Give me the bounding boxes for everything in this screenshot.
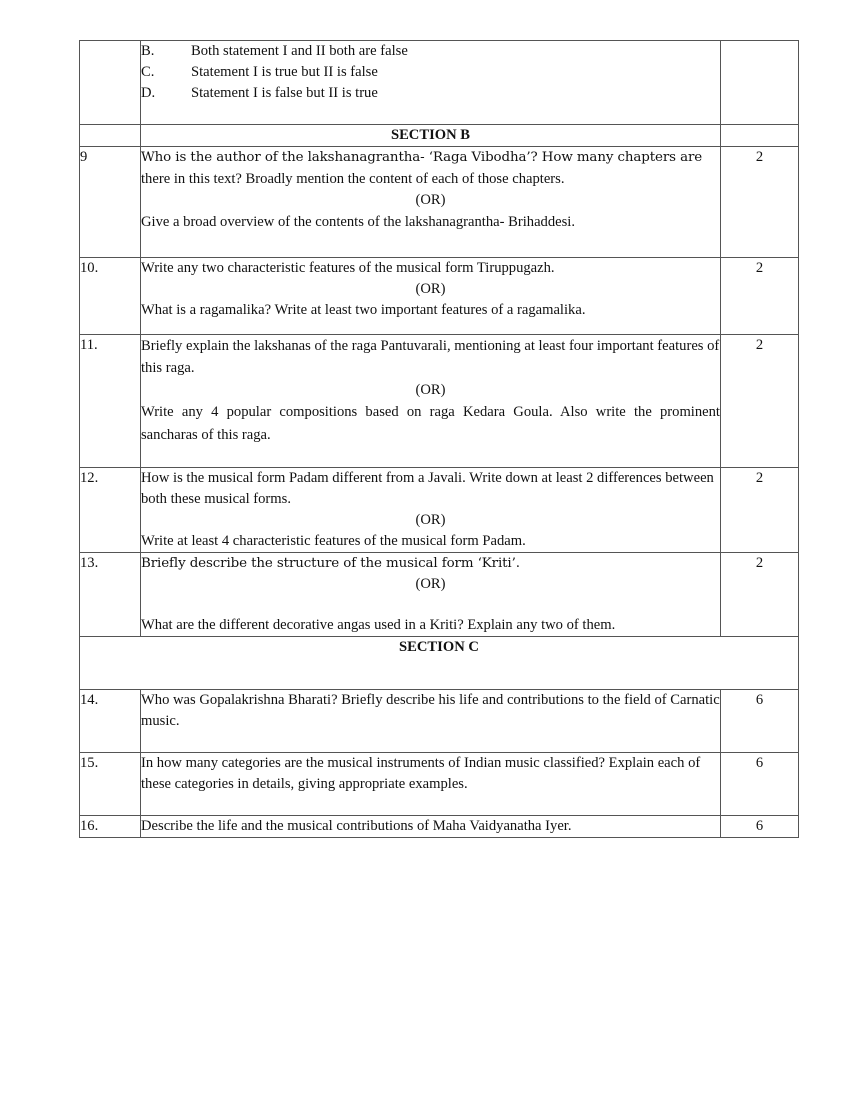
section-c-heading: SECTION C	[399, 639, 479, 655]
question-text: Briefly describe the structure of the musical form ‘Kriti’.	[141, 556, 520, 571]
or-separator: (OR)	[415, 281, 446, 297]
question-text: there in this text? Broadly mention the content of each of those chapters.	[141, 171, 565, 187]
option-text: Statement I is false but II is true	[191, 85, 378, 101]
question-text: Who is the author of the lakshanagrantha- ‘Raga Vibodha’? How many chapters are	[141, 150, 703, 165]
or-separator: (OR)	[415, 382, 446, 398]
option-d	[141, 83, 720, 104]
question-text-cell	[141, 335, 721, 468]
marks-value: 2	[721, 553, 799, 637]
question-text-cell	[141, 468, 721, 553]
question-row-15	[80, 753, 799, 816]
marks-value: 2	[721, 147, 799, 258]
option-text: Both statement I and II both are false	[191, 43, 408, 59]
section-b-row	[80, 125, 799, 147]
marks-value: 6	[721, 816, 799, 838]
option-letter: C.	[141, 64, 155, 80]
question-number: 9	[80, 147, 141, 258]
question-number: 14.	[80, 690, 141, 753]
alternate-question-text: What are the different decorative angas used in a Kriti? Explain any two of them.	[141, 617, 616, 633]
or-separator: (OR)	[415, 192, 446, 208]
question-text-cell	[141, 753, 721, 816]
question-paper-table	[79, 40, 799, 838]
section-b-heading: SECTION B	[390, 127, 471, 143]
question-number: 11.	[80, 335, 141, 468]
alternate-question-text: Give a broad overview of the contents of the lakshanagrantha- Brihaddesi.	[141, 214, 576, 230]
question-row-14	[80, 690, 799, 753]
option-letter: B.	[141, 43, 155, 59]
or-separator: (OR)	[415, 576, 446, 592]
alternate-question-text: Write at least 4 characteristic features of the musical form Padam.	[141, 533, 526, 549]
question-text: Describe the life and the musical contributions of Maha Vaidyanatha Iyer.	[141, 818, 572, 834]
section-c-row	[80, 637, 799, 690]
marks-value: 2	[721, 468, 799, 553]
question-number: 13.	[80, 553, 141, 637]
question-number: 10.	[80, 258, 141, 335]
question-row-12	[80, 468, 799, 553]
option-text: Statement I is true but II is false	[191, 64, 378, 80]
alternate-question-text: What is a ragamalika? Write at least two important features of a ragamalika.	[141, 302, 586, 318]
question-row-16	[80, 816, 799, 838]
option-c	[141, 62, 720, 83]
question-text: How is the musical form Padam different from a Javali. Write down at least 2 differences between both these musical forms.	[141, 470, 714, 507]
question-number-cell	[80, 41, 141, 125]
question-text-cell	[141, 258, 721, 335]
question-text-cell	[141, 690, 721, 753]
marks-value: 2	[721, 258, 799, 335]
marks-value: 6	[721, 690, 799, 753]
question-number: 12.	[80, 468, 141, 553]
question-text: In how many categories are the musical instruments of Indian music classified? Explain each of these categories in details, giving appropriate examples.	[141, 755, 701, 792]
marks-value: 6	[721, 753, 799, 816]
question-text: Who was Gopalakrishna Bharati? Briefly describe his life and contributions to the field of Carnatic music.	[141, 692, 720, 729]
question-row-11	[80, 335, 799, 468]
or-separator: (OR)	[415, 512, 446, 528]
question-number: 16.	[80, 816, 141, 838]
question-number: 15.	[80, 753, 141, 816]
question-row-10	[80, 258, 799, 335]
question-row-9	[80, 147, 799, 258]
continued-options-row	[80, 41, 799, 125]
option-b	[141, 41, 720, 62]
question-text: Briefly explain the lakshanas of the raga Pantuvarali, mentioning at least four important features of this raga.	[141, 338, 720, 376]
alternate-question-text: Write any 4 popular compositions based on raga Kedara Goula. Also write the prominent sancharas of this raga.	[141, 404, 720, 443]
question-row-13	[80, 553, 799, 637]
question-text: Write any two characteristic features of the musical form Tiruppugazh.	[141, 260, 555, 276]
marks-cell	[721, 41, 799, 125]
question-text-cell	[141, 41, 721, 125]
question-text-cell	[141, 147, 721, 258]
option-letter: D.	[141, 85, 156, 101]
question-text-cell	[141, 816, 721, 838]
marks-value: 2	[721, 335, 799, 468]
question-text-cell	[141, 553, 721, 637]
